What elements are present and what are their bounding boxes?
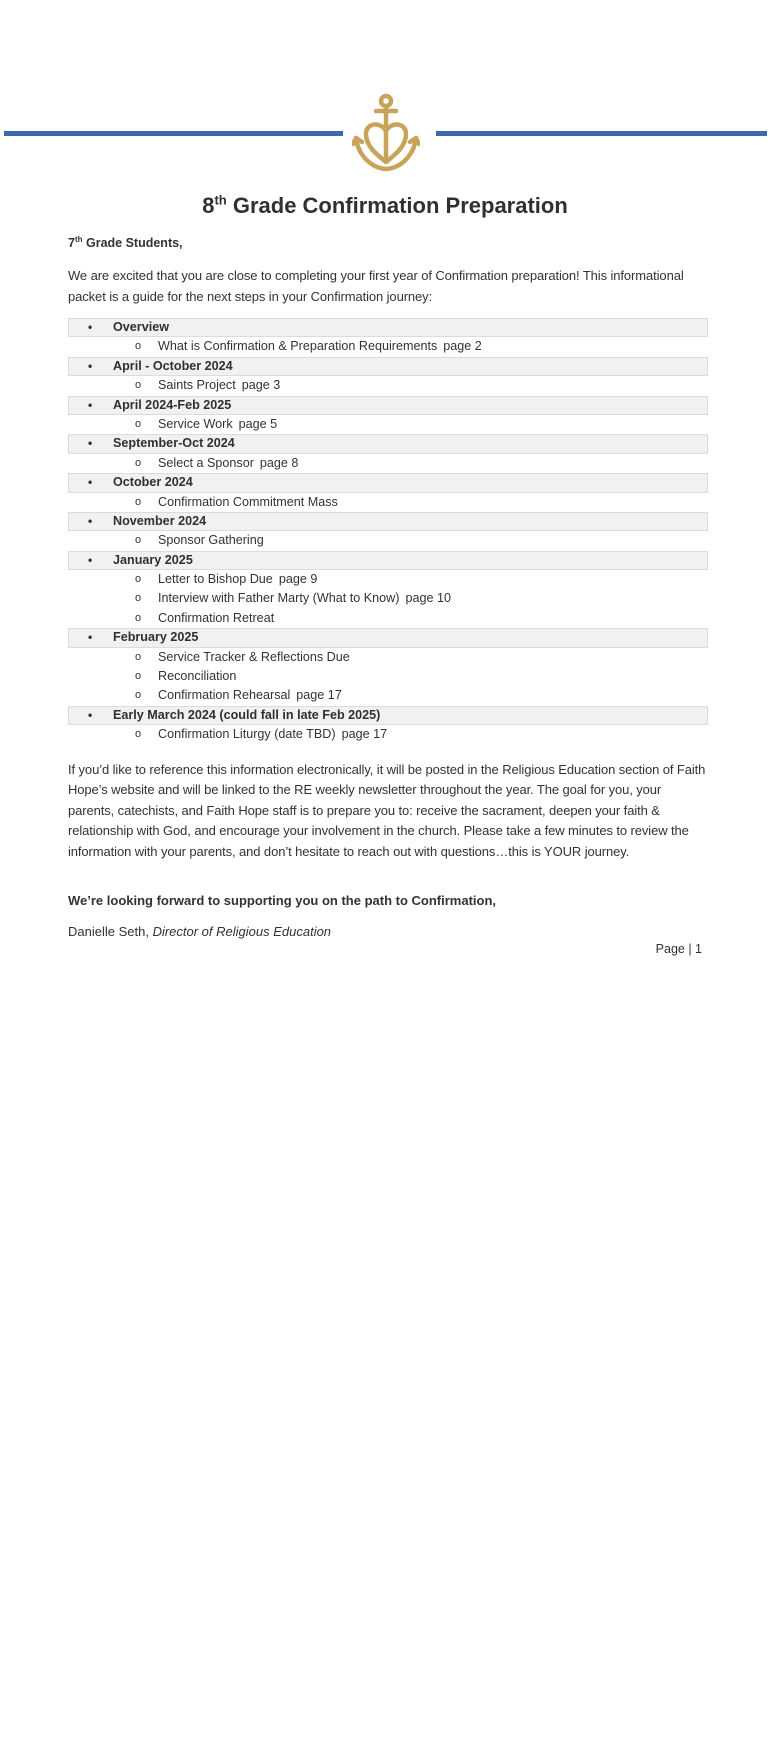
intro-paragraph: We are excited that you are close to completing your first year of Confirmation preparation! This informational packet is a guide for the next steps in your Confirmation journey: (68, 268, 684, 304)
outline-item (68, 337, 708, 356)
circle-bullet-icon: o (135, 573, 142, 586)
outline-heading-label: Early March 2024 (could fall in late Feb 2025) (113, 707, 381, 722)
page-reference: page 3 (241, 378, 281, 393)
outline-item (68, 686, 708, 705)
outline-item (68, 570, 708, 589)
outline-item (68, 648, 708, 667)
outline-item-text: Service Work (158, 416, 233, 431)
bullet-icon: • (88, 707, 93, 722)
outline-heading-label: September-Oct 2024 (113, 436, 235, 451)
outline-item-text: Interview with Father Marty (What to Know) (158, 591, 400, 606)
outline-heading (68, 357, 708, 376)
outline-item-text: Select a Sponsor (158, 455, 254, 470)
bullet-icon: • (88, 513, 93, 528)
outline-item-text: Letter to Bishop Due (158, 572, 273, 587)
circle-bullet-icon: o (135, 534, 142, 547)
body-paragraph: If you’d like to reference this information electronically, it will be posted in the Religious Education section of Faith Hope’s website and will be linked to the RE weekly newsletter throughout the year. The goal for you, your parents, catechists, and Faith Hope staff is to prepare you to: receive the sacrament, deepen your faith & relationship with God, and encourage your involvement in the church. Please take a few minutes to review the information with your parents, and don’t hesitate to reach out with questions…this is YOUR journey. (68, 762, 706, 859)
outline-item (68, 376, 708, 395)
circle-bullet-icon: o (135, 340, 142, 353)
outline-item (68, 589, 708, 608)
outline-item-text: What is Confirmation & Preparation Requirements (158, 339, 438, 354)
outline-heading (68, 434, 708, 453)
header-rule-right (436, 131, 767, 136)
bullet-icon: • (88, 397, 93, 412)
page-number: Page | 1 (655, 942, 702, 956)
page-reference: page 5 (238, 416, 278, 431)
outline-item (68, 609, 708, 628)
closing-line: We’re looking forward to supporting you on the path to Confirmation, (68, 893, 497, 908)
bullet-icon: • (88, 630, 93, 645)
outline-heading-label: October 2024 (113, 475, 193, 490)
outline-heading-label: Overview (113, 320, 170, 334)
circle-bullet-icon: o (135, 417, 142, 430)
greeting: 7th Grade Students, (68, 234, 183, 250)
schedule-outline (68, 318, 708, 745)
circle-bullet-icon: o (135, 592, 142, 605)
outline-item (68, 725, 708, 744)
header-rule-left (4, 131, 343, 136)
bullet-icon: • (88, 358, 93, 373)
page-title: 8th Grade Confirmation Preparation (202, 192, 568, 218)
outline-heading (68, 551, 708, 570)
circle-bullet-icon: o (135, 456, 142, 469)
outline-item-text: Sponsor Gathering (158, 533, 264, 548)
bullet-icon: • (88, 436, 93, 451)
circle-bullet-icon: o (135, 689, 142, 702)
page-reference: page 17 (296, 688, 342, 703)
page-reference: page 2 (443, 339, 482, 354)
page-reference: page 8 (259, 455, 299, 470)
outline-item-text: Confirmation Rehearsal (158, 688, 291, 703)
bullet-icon: • (88, 552, 93, 567)
outline-item (68, 531, 708, 550)
outline-item-text: Service Tracker & Reflections Due (158, 649, 350, 664)
circle-bullet-icon: o (135, 670, 142, 683)
page-reference: page 9 (278, 572, 318, 587)
outline-item-text: Confirmation Commitment Mass (158, 494, 338, 509)
outline-heading (68, 396, 708, 415)
outline-item (68, 454, 708, 473)
outline-item-text: Confirmation Retreat (158, 610, 275, 625)
outline-heading (68, 473, 708, 492)
page-reference: page 17 (341, 727, 388, 742)
circle-bullet-icon: o (135, 611, 142, 624)
outline-heading-label: February 2025 (113, 630, 199, 645)
outline-item (68, 415, 708, 434)
bullet-icon: • (88, 320, 93, 334)
outline-item-text: Saints Project (158, 378, 236, 393)
outline-heading-label: April - October 2024 (113, 358, 233, 373)
outline-item-text: Reconciliation (158, 669, 237, 684)
outline-item (68, 493, 708, 512)
outline-heading (68, 706, 708, 725)
outline-heading (68, 512, 708, 531)
anchor-heart-icon (352, 92, 420, 174)
outline-heading-label: November 2024 (113, 513, 207, 528)
outline-heading-label: April 2024-Feb 2025 (113, 397, 232, 412)
outline-heading-label: January 2025 (113, 552, 193, 567)
outline-item-text: Confirmation Liturgy (date TBD) (158, 727, 336, 742)
circle-bullet-icon: o (135, 650, 142, 663)
outline-item (68, 667, 708, 686)
circle-bullet-icon: o (135, 495, 142, 508)
page-reference: page 10 (405, 591, 451, 606)
outline-heading (68, 318, 708, 337)
circle-bullet-icon: o (135, 379, 142, 392)
bullet-icon: • (88, 475, 93, 490)
circle-bullet-icon: o (135, 728, 142, 741)
signature: Danielle Seth, Director of Religious Education (68, 924, 332, 939)
outline-heading (68, 628, 708, 647)
